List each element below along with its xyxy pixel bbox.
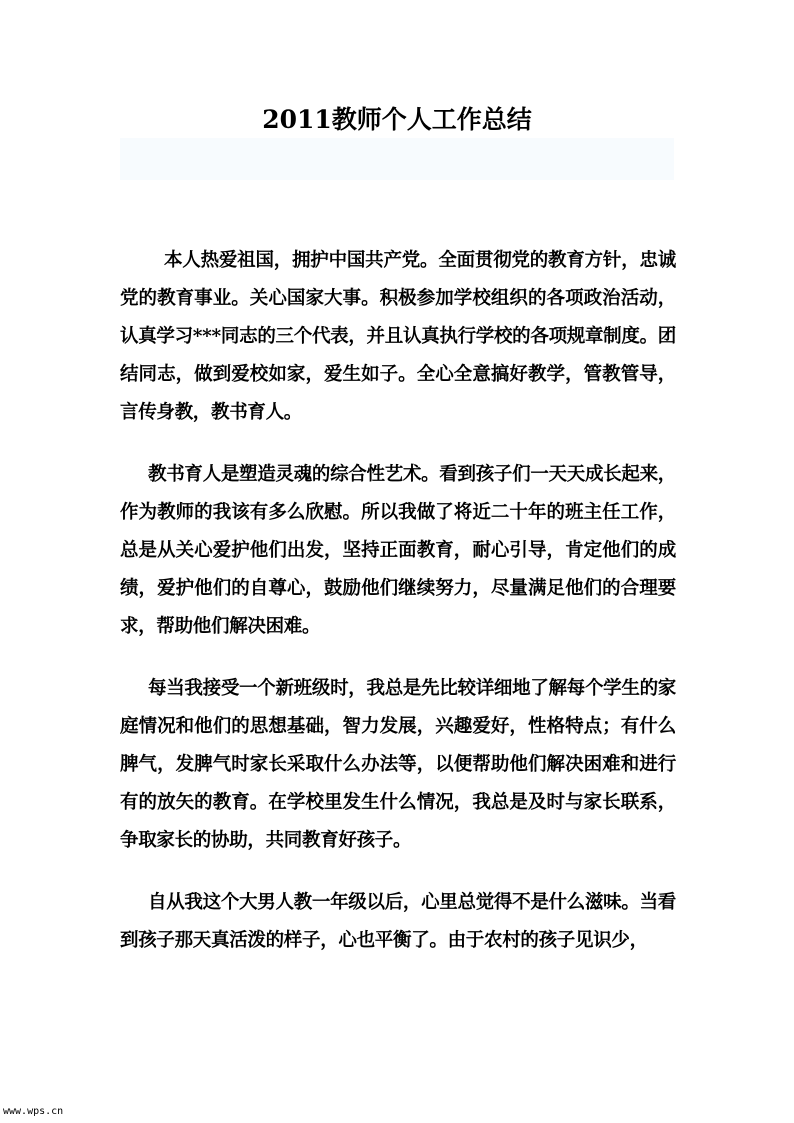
document-title: 2011教师个人工作总结 [262,105,532,134]
paragraph-2: 教书育人是塑造灵魂的综合性艺术。看到孩子们一天天成长起来，作为教师的我该有多么欣慰。所以我做了将近二十年的班主任工作，总是从关心爱护他们出发，坚持正面教育，耐心引导，肯定他们的成绩，爱护他们的自尊心，鼓励他们继续努力，尽量满足他们的合理要求，帮助他们解决困难。 [120,464,676,637]
paragraph-4: 自从我这个大男人教一年级以后，心里总觉得不是什么滋味。当看到孩子那天真活泼的样子，心也平衡了。由于农村的孩子见识少， [120,892,676,951]
footer-watermark: www.wps.cn [3,1106,64,1117]
document-body [120,242,676,984]
paragraph-1: 本人热爱祖国，拥护中国共产党。全面贯彻党的教育方针，忠诚党的教育事业。关心国家大事。积极参加学校组织的各项政治活动，认真学习***同志的三个代表，并且认真执行学校的各项规章制度。团结同志，做到爱校如家，爱生如子。全心全意搞好教学，管教管导，言传身教，教书育人。 [120,250,676,423]
paragraph-3: 每当我接受一个新班级时，我总是先比较详细地了解每个学生的家庭情况和他们的思想基础，智力发展，兴趣爱好，性格特点；有什么脾气，发脾气时家长采取什么办法等，以便帮助他们解决困难和进行有的放矢的教育。在学校里发生什么情况，我总是及时与家长联系，争取家长的协助，共同教育好孩子。 [120,678,676,851]
title-highlight-band [120,138,674,180]
